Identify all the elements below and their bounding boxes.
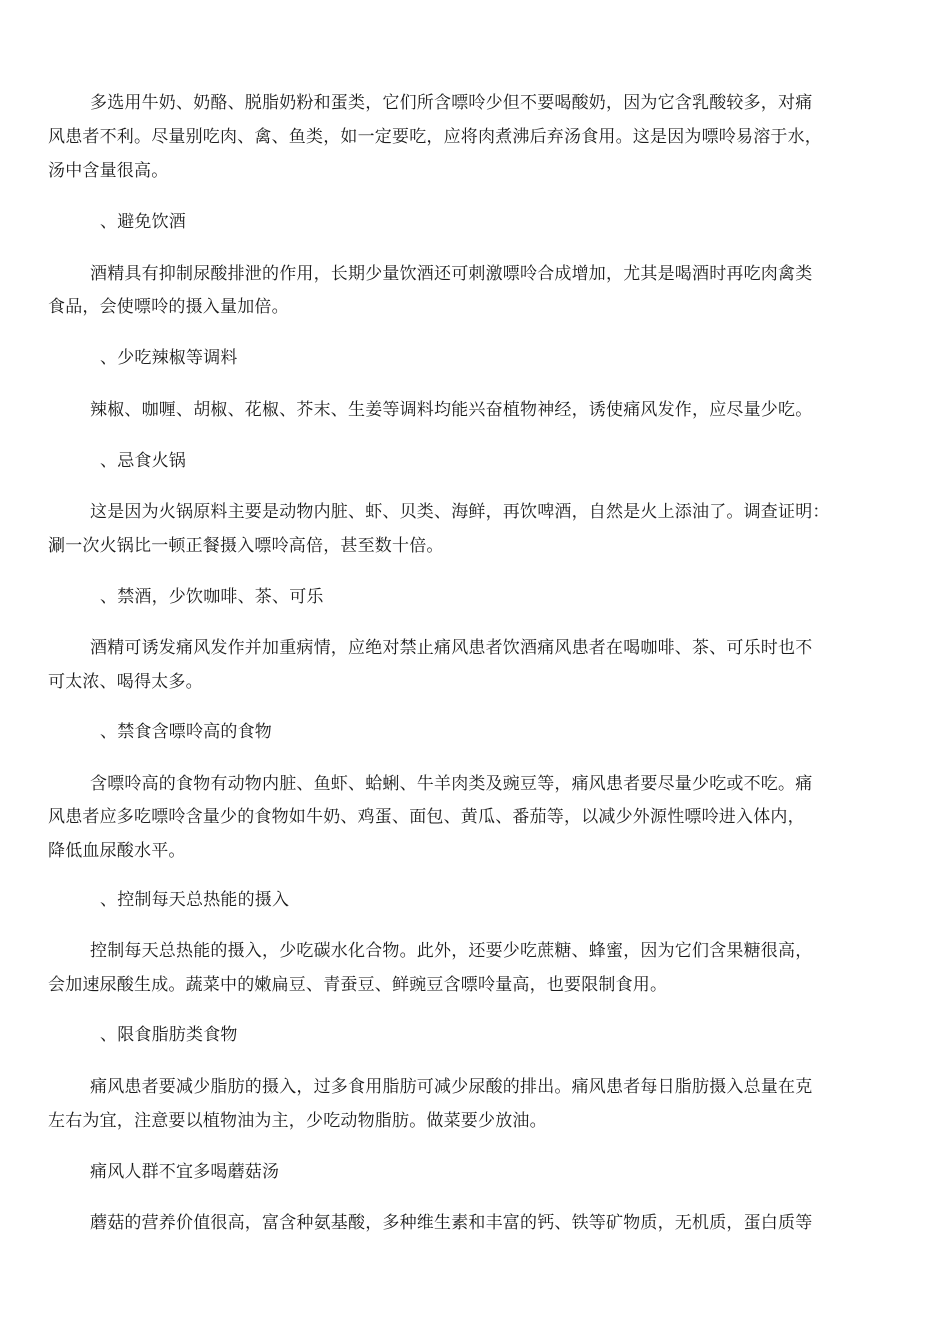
- paragraph-line: 辣椒、咖喱、胡椒、花椒、芥末、生姜等调料均能兴奋植物神经，诱使痛风发作，应尽量少吃。: [90, 400, 813, 420]
- section-heading: 、控制每天总热能的摄入: [100, 890, 290, 910]
- section-heading: 、限食脂肪类食物: [100, 1025, 238, 1045]
- section-heading: 、禁食含嘌呤高的食物: [100, 722, 272, 742]
- paragraph-line: 风患者不利。尽量别吃肉、禽、鱼类，如一定要吃，应将肉煮沸后弃汤食用。这是因为嘌呤易溶于水，: [48, 127, 822, 147]
- paragraph-line: 左右为宜，注意要以植物油为主，少吃动物脂肪。做菜要少放油。: [48, 1111, 547, 1131]
- paragraph-line: 痛风患者要减少脂肪的摄入，过多食用脂肪可减少尿酸的排出。痛风患者每日脂肪摄入总量在克: [90, 1077, 813, 1097]
- section-heading: 、少吃辣椒等调料: [100, 348, 238, 368]
- section-heading: 、禁酒，少饮咖啡、茶、可乐: [100, 587, 324, 607]
- paragraph-line: 含嘌呤高的食物有动物内脏、鱼虾、蛤蜊、牛羊肉类及豌豆等，痛风患者要尽量少吃或不吃。痛: [90, 774, 813, 794]
- paragraph-line: 可太浓、喝得太多。: [48, 672, 203, 692]
- paragraph-line: 酒精具有抑制尿酸排泄的作用，长期少量饮酒还可刺激嘌呤合成增加，尤其是喝酒时再吃肉禽类: [90, 264, 813, 284]
- paragraph-line: 蘑菇的营养价值很高，富含种氨基酸，多种维生素和丰富的钙、铁等矿物质，无机质，蛋白质等: [90, 1213, 813, 1233]
- paragraph-line: 多选用牛奶、奶酪、脱脂奶粉和蛋类，它们所含嘌呤少但不要喝酸奶，因为它含乳酸较多，对痛: [90, 93, 813, 113]
- paragraph-line: 风患者应多吃嘌呤含量少的食物如牛奶、鸡蛋、面包、黄瓜、番茄等，以减少外源性嘌呤进入体内，: [48, 807, 805, 827]
- section-title: 痛风人群不宜多喝蘑菇汤: [90, 1162, 280, 1182]
- paragraph-line: 汤中含量很高。: [48, 161, 169, 181]
- paragraph-line: 控制每天总热能的摄入，少吃碳水化合物。此外，还要少吃蔗糖、蜂蜜，因为它们含果糖很高，: [90, 941, 813, 961]
- paragraph-line: 食品，会使嘌呤的摄入量加倍。: [48, 297, 289, 317]
- paragraph-line: 降低血尿酸水平。: [48, 841, 186, 861]
- section-heading: 、避免饮酒: [100, 212, 186, 232]
- paragraph-line: 会加速尿酸生成。蔬菜中的嫩扁豆、青蚕豆、鲜豌豆含嘌呤量高，也要限制食用。: [48, 975, 668, 995]
- paragraph-line: 这是因为火锅原料主要是动物内脏、虾、贝类、海鲜，再饮啤酒，自然是火上添油了。调查证明：: [90, 502, 830, 522]
- paragraph-line: 酒精可诱发痛风发作并加重病情，应绝对禁止痛风患者饮酒痛风患者在喝咖啡、茶、可乐时也不: [90, 638, 813, 658]
- section-heading: 、忌食火锅: [100, 451, 186, 471]
- paragraph-line: 涮一次火锅比一顿正餐摄入嘌呤高倍，甚至数十倍。: [48, 536, 444, 556]
